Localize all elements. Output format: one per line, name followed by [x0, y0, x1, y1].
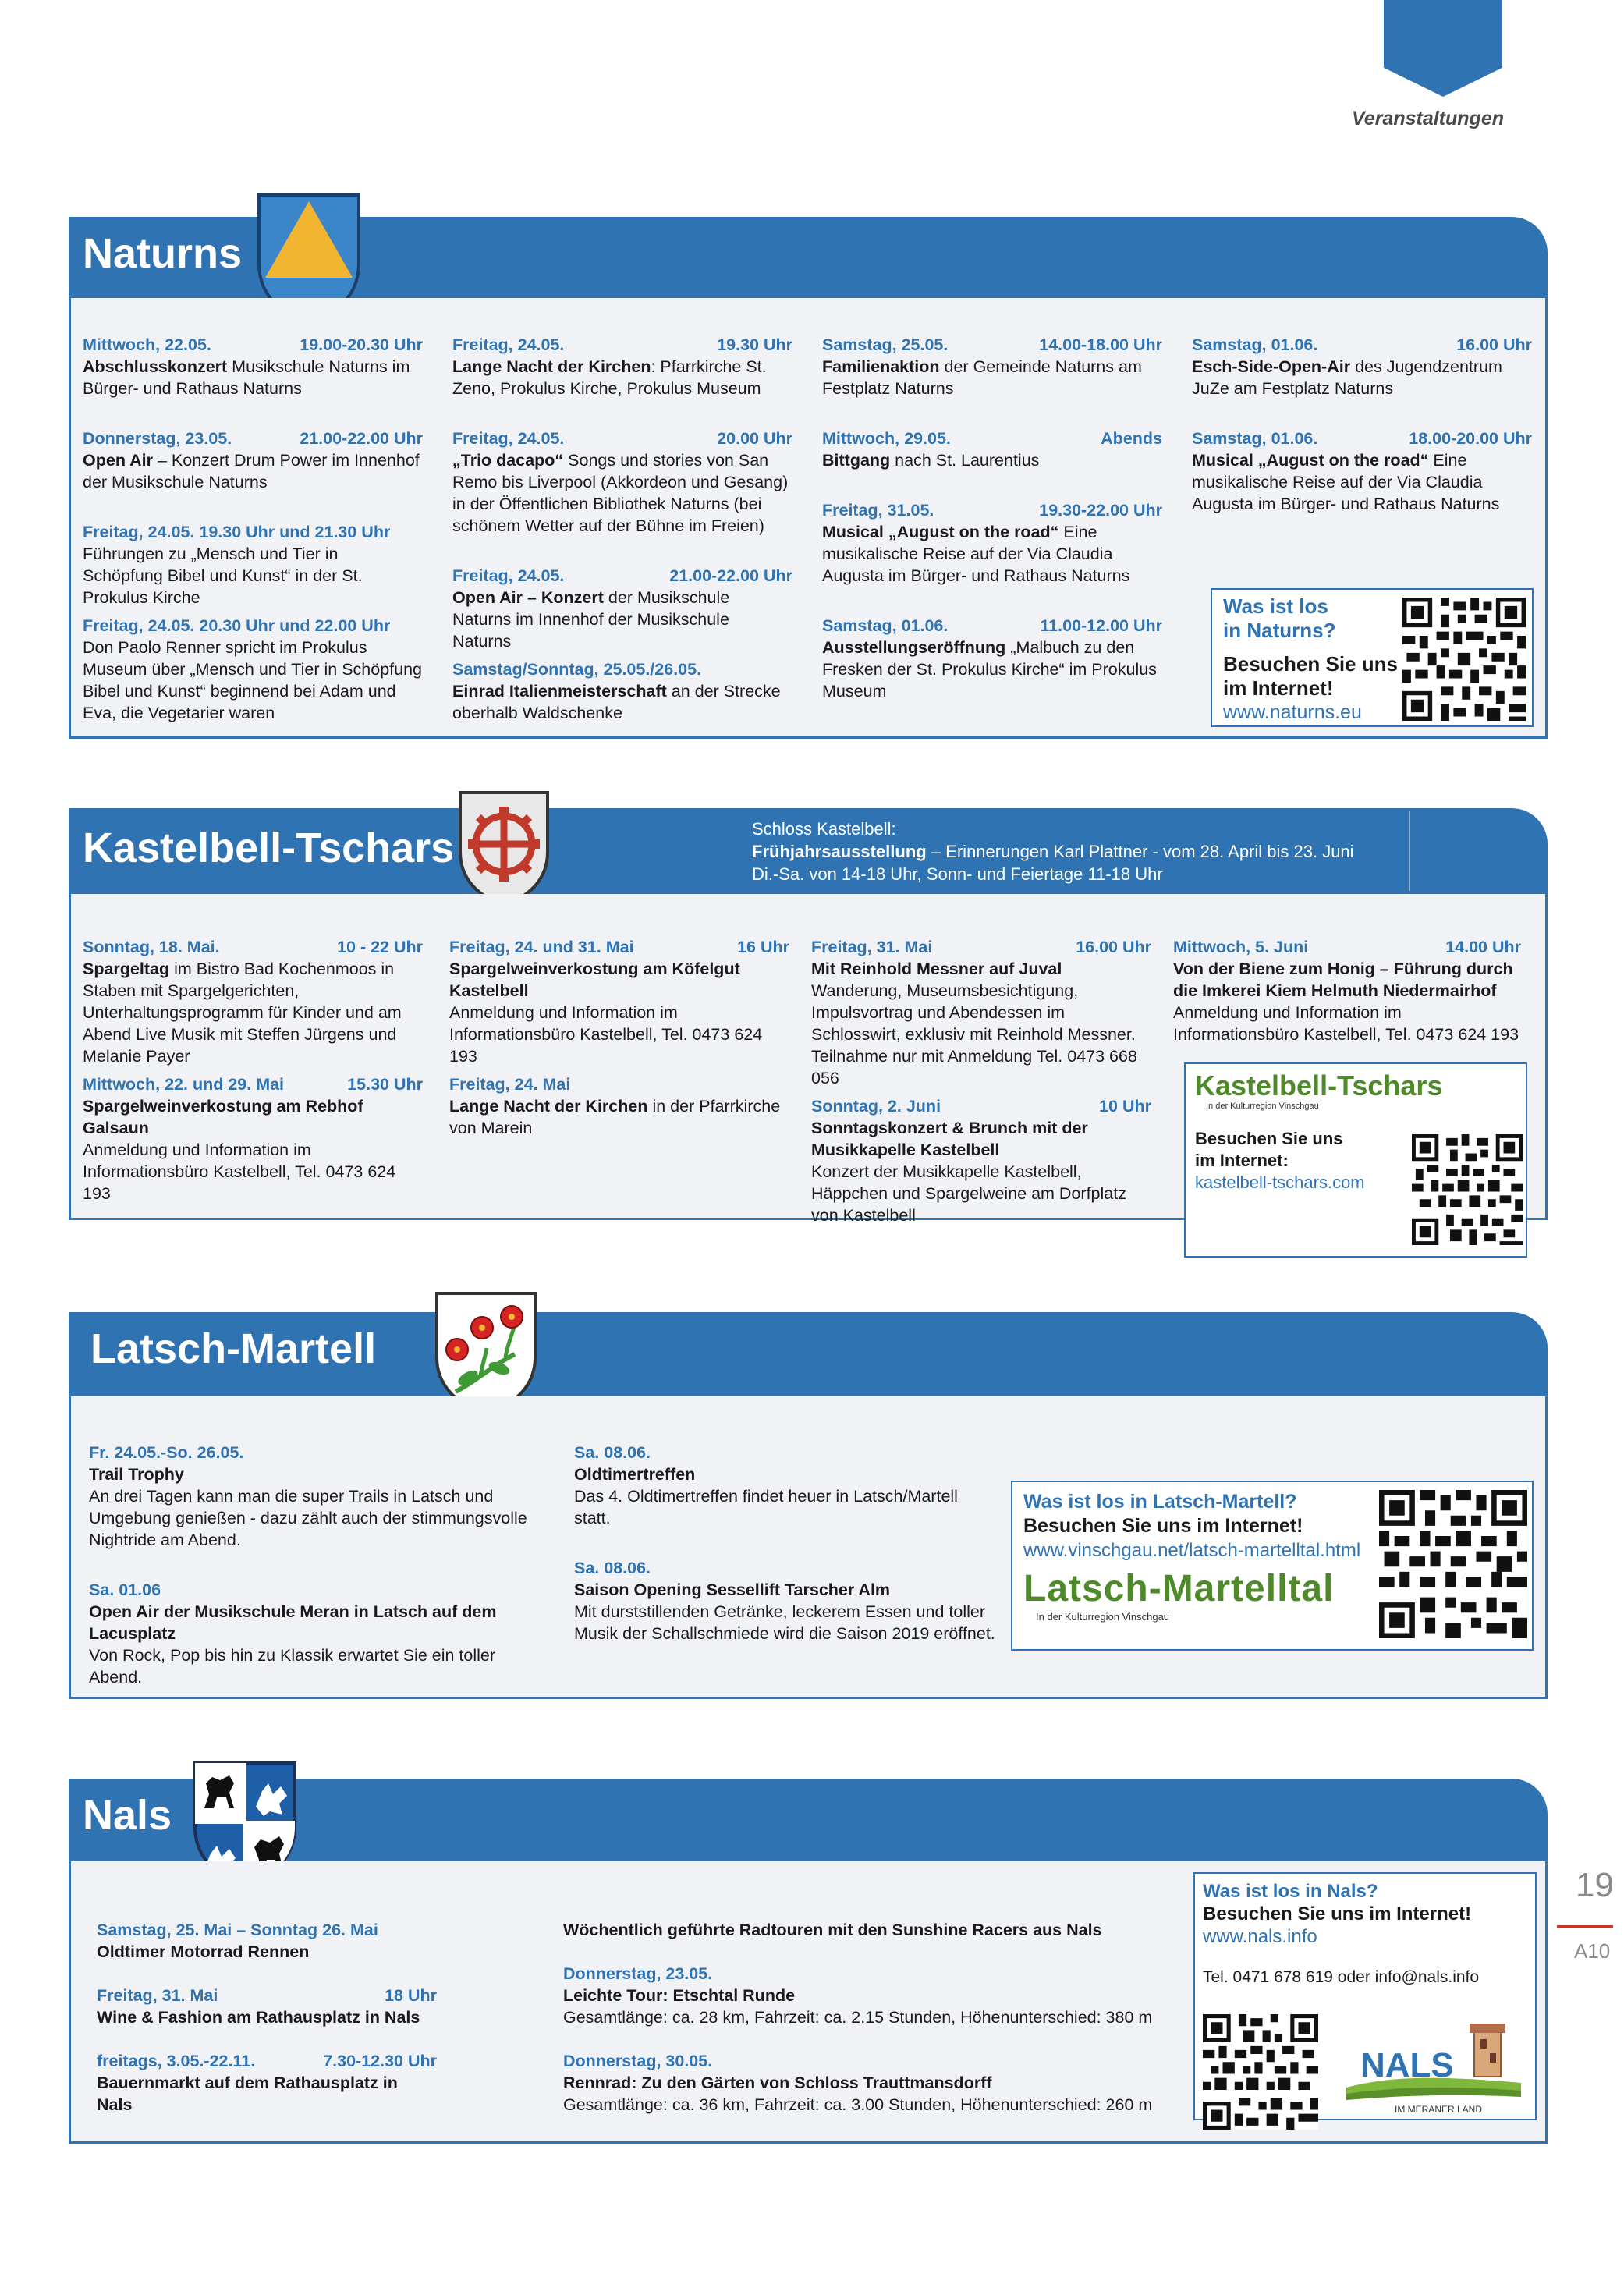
latsch-title: Latsch-Martell [90, 1325, 377, 1372]
section-label: Veranstaltungen [1352, 108, 1504, 129]
event-item: Freitag, 24.05. 20.00 Uhr „Trio dacapo“ Songs und stories von San Remo bis Liverpool (Akkordeon und Gesang) in der Öffentlichen Bibliothek Naturns (bei schönem Wetter auf der Bühne im Freien) [452, 429, 792, 535]
event-item: freitags, 3.05.-22.11. 7.30-12.30 Uhr Bauernmarkt auf dem Rathausplatz in Nals [97, 2052, 437, 2114]
page-number-divider [1557, 1925, 1613, 1928]
event-item: Freitag, 24.05. 20.30 Uhr und 22.00 Uhr Don Paolo Renner spricht im Prokulus Museum über „Mensch und Tier in Schöpfung Bibel und Kunst“ beginnend bei Adam und Eva, die Vegetarier waren [83, 616, 423, 722]
event-item: Donnerstag, 30.05. Rennrad: Zu den Gärten von Schloss Trauttmansdorff Gesamtlänge: ca. 36 km, Fahrzeit: ca. 3.00 Stunden, Höhenunterschied: 260 m [563, 2052, 1153, 2114]
event-item: Sa. 08.06. Oldtimertreffen Das 4. Oldtimertreffen findet heuer in Latsch/Martell statt. [574, 1443, 958, 1527]
event-item: Fr. 24.05.-So. 26.05. Trail Trophy An drei Tagen kann man die super Trails in Latsch und Umgebung genießen - dazu zählt auch der stimmungsvolle Nightride am Abend. [89, 1443, 527, 1549]
latsch-brand-logo: Latsch-Martelltal [1023, 1568, 1335, 1609]
nals-title: Nals [83, 1792, 172, 1839]
brand-subtitle: In der Kulturregion Vinschgau [1036, 1611, 1170, 1623]
header-note-line: Di.-Sa. von 14-18 Uhr, Sonn- und Feiertage 11-18 Uhr [752, 864, 1163, 884]
naturns-info-box [1211, 588, 1534, 727]
naturns-title: Naturns [83, 230, 243, 277]
nals-website-link[interactable]: www.nals.info [1203, 1926, 1317, 1947]
event-item: Freitag, 24.05. 19.30 Uhr und 21.30 Uhr Führungen zu „Mensch und Tier in Schöpfung Bibel und Kunst“ in der St. Prokulus Kirche [83, 523, 391, 607]
event-item: Samstag, 25.05. 14.00-18.00 Uhr Familienaktion der Gemeinde Naturns am Festplatz Naturns [822, 335, 1162, 398]
event-item: Wöchentlich geführte Radtouren mit den Sunshine Racers aus Nals [563, 1921, 1102, 1939]
event-item: Freitag, 24.05. 19.30 Uhr Lange Nacht der Kirchen: Pfarrkirche St. Zeno, Prokulus Kirche, Prokulus Museum [452, 335, 792, 398]
qr-code-icon[interactable] [1412, 1134, 1523, 1245]
info-question: Was ist los [1223, 594, 1328, 618]
info-visit: Besuchen Sie uns im Internet! [1203, 1903, 1472, 1924]
kastelbell-info-box [1184, 1062, 1527, 1258]
event-item: Sa. 01.06 Open Air der Musikschule Meran in Latsch auf dem Lacusplatz Von Rock, Pop bis hin zu Klassik erwartet Sie ein toller Abend. [89, 1580, 497, 1687]
nals-logo [1340, 2019, 1527, 2116]
corner-tab [1384, 0, 1502, 97]
event-item: Mittwoch, 22.05. 19.00-20.30 Uhr Abschlusskonzert Musikschule Naturns im Bürger- und Rathaus Naturns [83, 335, 423, 398]
info-question: Was ist los in Nals? [1203, 1881, 1378, 1902]
page-code: A10 [1574, 1939, 1611, 1963]
header-note-line: – Erinnerungen Karl Plattner - vom 28. April bis 23. Juni [926, 842, 1354, 861]
header-note-line: Schloss Kastelbell: [752, 819, 896, 839]
qr-code-icon[interactable] [1402, 598, 1526, 721]
event-item: Sa. 08.06. Saison Opening Sessellift Tarscher Alm Mit durststillenden Getränke, leckerem Essen und toller Musik der Schallschmiede wird die Saison 2019 eröffnet. [574, 1559, 995, 1643]
event-item: Donnerstag, 23.05. 21.00-22.00 Uhr Open Air – Konzert Drum Power im Innenhof der Musikschule Naturns [83, 429, 423, 491]
event-item: Sonntag, 2. Juni 10 Uhr Sonntagskonzert & Brunch mit der Musikkapelle Kastelbell Konzert der Musikkapelle Kastelbell, Häppchen und Spargelweine am Dorfplatz von Kastelbell [811, 1097, 1151, 1225]
kastelbell-title: Kastelbell-Tschars [83, 825, 455, 871]
nals-info-box [1193, 1872, 1537, 2120]
event-item: Freitag, 24. und 31. Mai 16 Uhr Spargelweinverkostung am Köfelgut Kastelbell Anmeldung und Information im Informationsbüro Kastelbell, Tel. 0473 624 193 [449, 938, 789, 1066]
event-item: Sonntag, 18. Mai. 10 - 22 Uhr Spargeltag im Bistro Bad Kochenmoos in Staben mit Spargelgerichten, Unterhaltungsprogramm für Kinder und am Abend Live Musik mit Steffen Jürgens und Melanie Payer [83, 938, 423, 1066]
info-visit: Besuchen Sie uns im Internet! [1023, 1515, 1303, 1537]
latsch-info-box [1011, 1481, 1534, 1651]
nals-logo-subtitle: IM MERANER LAND [1395, 2104, 1483, 2115]
kastelbell-coat-of-arms [457, 789, 551, 906]
event-item: Freitag, 24.05. 21.00-22.00 Uhr Open Air – Konzert der Musikschule Naturns im Innenhof der Musikschule Naturns [452, 566, 792, 651]
qr-code-icon[interactable] [1203, 2014, 1318, 2130]
kastelbell-website-link[interactable]: kastelbell-tschars.com [1195, 1172, 1365, 1192]
info-question: in Naturns? [1223, 619, 1336, 642]
header-note-highlight: Frühjahrsausstellung [752, 842, 927, 861]
event-item: Samstag, 01.06. 11.00-12.00 Uhr Ausstellungseröffnung „Malbuch zu den Fresken der St. Prokulus Kirche“ im Prokulus Museum [822, 616, 1162, 701]
brand-subtitle: In der Kulturregion Vinschgau [1206, 1101, 1319, 1111]
event-item: Freitag, 31. Mai 16.00 Uhr Mit Reinhold Messner auf Juval Wanderung, Museumsbesichtigung, Impulsvortrag und Abendessen im Schlosswirt, exklusiv mit Reinhold Messner. Teilnahme nur mit Anmeldung Tel. 0473 668 056 [811, 938, 1151, 1087]
event-item: Samstag/Sonntag, 25.05./26.05. Einrad Italienmeisterschaft an der Strecke oberhalb Waldschenke [452, 660, 781, 722]
latsch-website-link[interactable]: www.vinschgau.net/latsch-martelltal.html [1023, 1540, 1361, 1561]
event-item: Samstag, 25. Mai – Sonntag 26. Mai Oldtimer Motorrad Rennen [97, 1921, 378, 1961]
info-visit: Besuchen Sie uns [1223, 652, 1398, 676]
header-divider [1409, 811, 1410, 891]
page-number: 19 [1576, 1866, 1614, 1904]
event-item: Mittwoch, 29.05. Abends Bittgang nach St. Laurentius [822, 429, 1162, 470]
qr-code-icon[interactable] [1379, 1490, 1527, 1638]
info-visit: im Internet! [1223, 676, 1334, 700]
event-item: Freitag, 31. Mai 18 Uhr Wine & Fashion am Rathausplatz in Nals [97, 1986, 437, 2027]
kastelbell-brand-logo: Kastelbell-Tschars [1195, 1070, 1443, 1101]
info-visit: Besuchen Sie uns [1195, 1129, 1343, 1148]
event-item: Freitag, 31.05. 19.30-22.00 Uhr Musical „August on the road“ Eine musikalische Reise auf der Via Claudia Augusta im Bürger- und Rathaus Naturns [822, 501, 1162, 585]
event-item: Mittwoch, 5. Juni 14.00 Uhr Von der Biene zum Honig – Führung durch die Imkerei Kiem Helmuth Niedermairhof Anmeldung und Information im Informationsbüro Kastelbell, Tel. 0473 624 193 [1173, 938, 1521, 1044]
event-item: Freitag, 24. Mai Lange Nacht der Kirchen in der Pfarrkirche von Marein [449, 1075, 781, 1137]
info-question: Was ist los in Latsch-Martell? [1023, 1491, 1297, 1513]
event-item: Samstag, 01.06. 18.00-20.00 Uhr Musical „August on the road“ Eine musikalische Reise auf der Via Claudia Augusta im Bürger- und Rathaus Naturns [1192, 429, 1532, 513]
naturns-website-link[interactable]: www.naturns.eu [1223, 701, 1362, 723]
kastelbell-header-note [752, 818, 1407, 885]
event-item: Donnerstag, 23.05. Leichte Tour: Etschtal Runde Gesamtlänge: ca. 28 km, Fahrzeit: ca. 2.15 Stunden, Höhenunterschied: 380 m [563, 1964, 1153, 2027]
info-visit: im Internet: [1195, 1151, 1289, 1170]
event-item: Mittwoch, 22. und 29. Mai 15.30 Uhr Spargelweinverkostung am Rebhof Galsaun Anmeldung und Information im Informationsbüro Kastelbell, Tel. 0473 624 193 [83, 1075, 423, 1203]
event-item: Samstag, 01.06. 16.00 Uhr Esch-Side-Open-Air des Jugendzentrum JuZe am Festplatz Naturns [1192, 335, 1532, 398]
nals-contact: Tel. 0471 678 619 oder info@nals.info [1203, 1968, 1480, 1986]
nals-logo-text: NALS [1360, 2046, 1454, 2084]
